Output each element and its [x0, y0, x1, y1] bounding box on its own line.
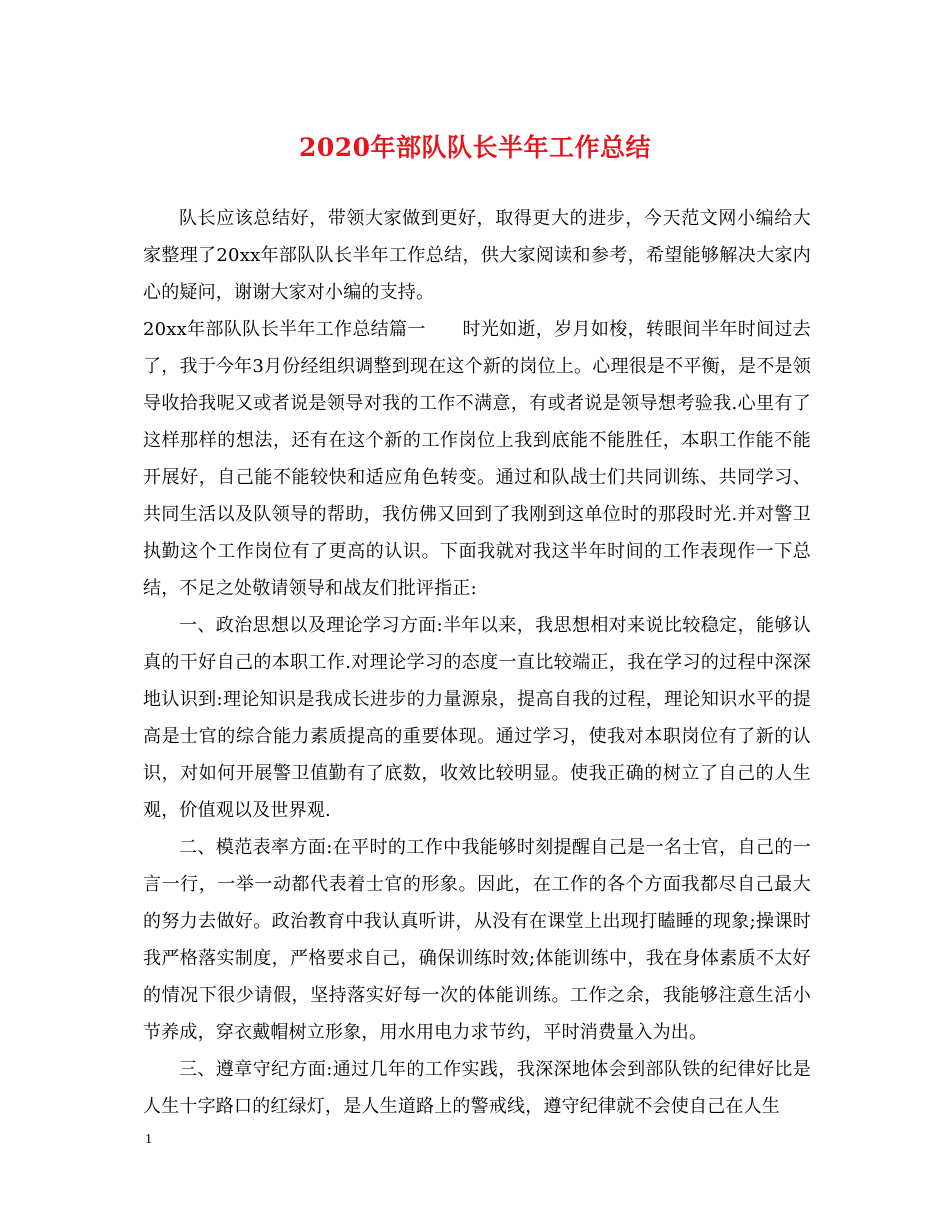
document-title: 2020年部队队长半年工作总结 [298, 133, 652, 162]
paragraph-intro: 队长应该总结好，带领大家做到更好，取得更大的进步，今天范文网小编给大家整理了20xx年部队队长半年工作总结，供大家阅读和参考，希望能够解决大家内心的疑问，谢谢大家对小编的支持。 [143, 208, 811, 303]
paragraph-role-model: 二、模范表率方面:在平时的工作中我能够时刻提醒自己是一名士官，自己的一言一行，一举一动都代表着士官的形象。因此，在工作的各个方面我都尽自己最大的努力去做好。政治教育中我认真听讲，从没有在课堂上出现打瞌睡的现象;操课时我严格落实制度，严格要求自己，确保训练时效;体能训练中，我在身体素质不太好的情况下很少请假，坚持落实好每一次的体能训练。工作之余，我能够注意生活小节养成，穿衣戴帽树立形象，用水用电力求节约，平时消费量入为出。 [143, 837, 811, 1043]
page-number: 1 [145, 1132, 152, 1147]
paragraph-political-study: 一、政治思想以及理论学习方面:半年以来，我思想相对来说比较稳定，能够认真的干好自己的本职工作.对理论学习的态度一直比较端正，我在学习的过程中深深地认识到:理论知识是我成长进步的力量源泉，提高自我的过程，理论知识水平的提高是士官的综合能力素质提高的重要体现。通过学习，使我对本职岗位有了新的认识，对如何开展警卫值勤有了底数，收效比较明显。使我正确的树立了自己的人生观，价值观以及世界观. [143, 615, 811, 821]
paragraph-discipline: 三、遵章守纪方面:通过几年的工作实践，我深深地体会到部队铁的纪律好比是人生十字路口的红绿灯，是人生道路上的警戒线，遵守纪律就不会使自己在人生 [143, 1059, 811, 1117]
paragraph-section-one: 20xx年部队队长半年工作总结篇一 时光如逝，岁月如梭，转眼间半年时间过去了，我于今年3月份经组织调整到现在这个新的岗位上。心理很是不平衡，是不是领导收拾我呢又或者说是领导对我的工作不满意，有或者说是领导想考验我.心里有了这样那样的想法，还有在这个新的工作岗位上我到底能不能胜任，本职工作能不能开展好，自己能不能较快和适应角色转变。通过和队战士们共同训练、共同学习、共同生活以及队领导的帮助，我仿佛又回到了我刚到这单位时的那段时光.并对警卫执勤这个工作岗位有了更高的认识。下面我就对我这半年时间的工作表现作一下总结，不足之处敬请领导和战友们批评指正: [143, 319, 811, 599]
document-body [143, 200, 811, 1125]
